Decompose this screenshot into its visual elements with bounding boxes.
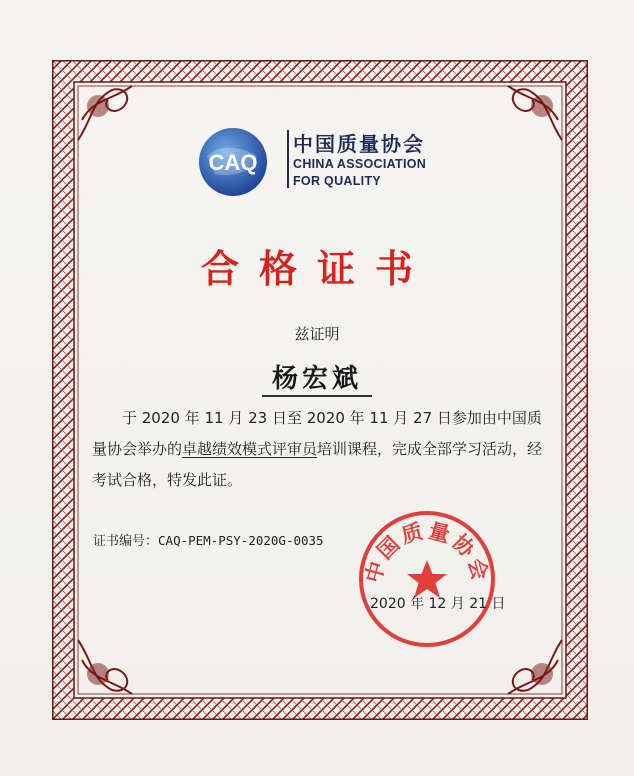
holder-name: 杨宏斌 — [271, 364, 362, 394]
cert-no-value: CAQ-PEM-PSY-2020G-0035 — [158, 533, 324, 548]
caq-logo-icon — [197, 126, 269, 198]
name-underline — [262, 395, 372, 397]
body-part2: 培训课程，完成全部学习活动，经考试合格，特发此证。 — [92, 440, 543, 489]
certificate-title: 合格证书 — [200, 246, 433, 291]
logo-abbr: CAQ — [208, 150, 258, 175]
official-seal — [356, 508, 498, 650]
logo-name-cn: 中国质量协会 — [293, 132, 425, 156]
cert-no-label: 证书编号： — [93, 534, 159, 549]
logo-name-en-line1: CHINA ASSOCIATION — [293, 157, 427, 171]
certificate-body — [92, 403, 554, 496]
logo-name-en-line2: FOR QUALITY — [293, 174, 382, 188]
hereby-text: 兹证明 — [294, 325, 340, 343]
certificate-number — [93, 530, 324, 549]
issue-date: 2020 年 12 月 21 日 — [370, 596, 506, 612]
course-name: 卓越绩效模式评审员 — [182, 440, 318, 458]
body-part1: 于 2020 年 11 月 23 日至 2020 年 11 月 27 日参加由中国质量协会举办的 — [92, 409, 542, 458]
logo-divider — [287, 130, 289, 188]
seal-text: 中国质量协会 — [361, 518, 493, 586]
